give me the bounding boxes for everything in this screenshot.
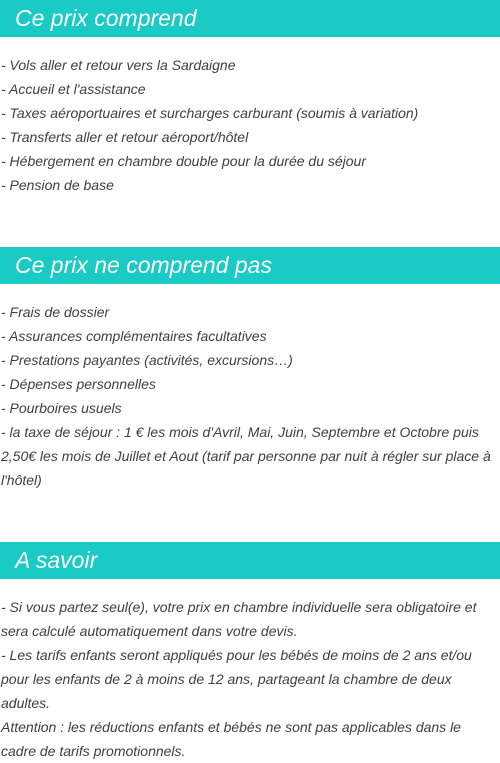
info-items-list	[0, 579, 500, 763]
list-item: - Dépenses personnelles	[1, 376, 156, 392]
section-price-includes	[0, 0, 500, 197]
list-item: - la taxe de séjour : 1 € les mois d'Avril, Mai, Juin, Septembre et Octobre puis 2,50€ les mois de Juillet et Aout (tarif par personne par nuit à régler sur place à l'hôtel)	[1, 424, 491, 488]
list-item: - Taxes aéroportuaires et surcharges carburant (soumis à variation)	[1, 105, 419, 121]
list-item: - Pourboires usuels	[1, 400, 122, 416]
excluded-items-list	[0, 284, 500, 492]
included-items-list	[0, 37, 500, 197]
list-item: - Hébergement en chambre double pour la durée du séjour	[1, 153, 367, 169]
list-item: - Transferts aller et retour aéroport/hôtel	[1, 129, 249, 145]
section-title-good-to-know: A savoir	[0, 542, 500, 579]
list-item: - Accueil et l'assistance	[1, 81, 146, 97]
section-good-to-know	[0, 542, 500, 763]
list-item: - Pension de base	[1, 177, 114, 193]
list-item: - Vols aller et retour vers la Sardaigne	[1, 57, 236, 73]
list-item: Attention : les réductions enfants et bébés ne sont pas applicables dans le cadre de tarifs promotionnels.	[1, 719, 461, 759]
list-item: - Si vous partez seul(e), votre prix en chambre individuelle sera obligatoire et sera calculé automatiquement dans votre devis.	[1, 599, 477, 639]
list-item: - Frais de dossier	[1, 304, 110, 320]
section-title-price-excludes: Ce prix ne comprend pas	[0, 247, 500, 284]
list-item: - Assurances complémentaires facultatives	[1, 328, 267, 344]
section-title-price-includes: Ce prix comprend	[0, 0, 500, 37]
list-item: - Prestations payantes (activités, excursions…)	[1, 352, 293, 368]
section-price-excludes	[0, 247, 500, 492]
list-item: - Les tarifs enfants seront appliqués pour les bébés de moins de 2 ans et/ou pour les enfants de 2 à moins de 12 ans, partageant la chambre de deux adultes.	[1, 647, 472, 711]
